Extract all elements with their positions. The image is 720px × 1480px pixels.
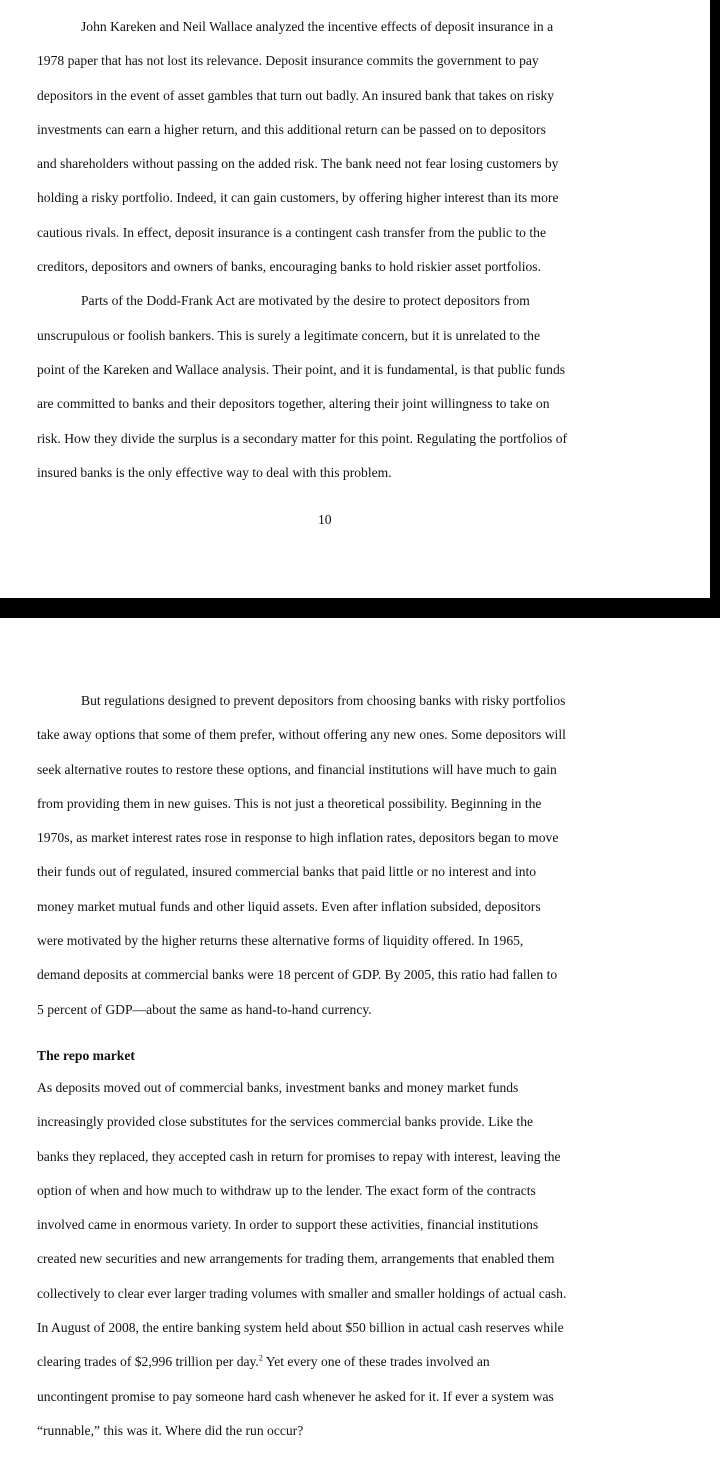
text-line: were motivated by the higher returns these alternative forms of liquidity offered. In 1965, [37, 933, 524, 949]
text-line: point of the Kareken and Wallace analysis. Their point, and it is fundamental, is that public funds [37, 361, 566, 377]
text-line: 5 percent of GDP—about the same as hand-to-hand currency. [37, 1001, 372, 1017]
text-line: But regulations designed to prevent depositors from choosing banks with risky portfolios [81, 693, 566, 708]
text-line: increasingly provided close substitutes for the services commercial banks provide. Like the [37, 1114, 534, 1130]
text-line: cautious rivals. In effect, deposit insurance is a contingent cash transfer from the public to the [37, 224, 546, 240]
text-line: are committed to banks and their depositors together, altering their joint willingness to take on [37, 396, 550, 412]
text-line: and shareholders without passing on the added risk. The bank need not fear losing customers by [37, 156, 559, 172]
text-line: take away options that some of them prefer, without offering any new ones. Some depositors will [37, 727, 566, 743]
footnote-reference[interactable]: 2 [258, 1353, 263, 1363]
text-line: option of when and how much to withdraw up to the lender. The exact form of the contracts [37, 1182, 536, 1198]
text-line: from providing them in new guises. This is not just a theoretical possibility. Beginning in the [37, 795, 542, 811]
text-line: 1978 paper that has not lost its relevance. Deposit insurance commits the government to pay [37, 53, 539, 69]
text-line: uncontingent promise to pay someone hard cash whenever he asked for it. If ever a system was [37, 1388, 554, 1404]
text-line: In August of 2008, the entire banking system held about $50 billion in actual cash reserves while [37, 1320, 564, 1336]
section-heading: The repo market [37, 1047, 135, 1063]
text-line: holding a risky portfolio. Indeed, it can gain customers, by offering higher interest than its more [37, 190, 559, 206]
text-line: creditors, depositors and owners of banks, encouraging banks to hold riskier asset portfolios. [37, 259, 541, 275]
text-line: seek alternative routes to restore these options, and financial institutions will have much to gain [37, 761, 557, 777]
text-segment: clearing trades of $2,996 trillion per day. [37, 1354, 259, 1370]
page-edge-shadow [710, 0, 720, 598]
document-page-11 [0, 618, 710, 1480]
text-line: unscrupulous or foolish bankers. This is surely a legitimate concern, but it is unrelated to the [37, 327, 540, 343]
text-line: Parts of the Dodd-Frank Act are motivated by the desire to protect depositors from [81, 293, 530, 309]
text-line-with-footnote [37, 1345, 702, 1379]
text-line: depositors in the event of asset gambles that turn out badly. An insured bank that takes on risky [37, 87, 555, 103]
text-line: investments can earn a higher return, and this additional return can be passed on to depositors [37, 121, 546, 137]
paragraph-dodd-frank [37, 284, 702, 490]
text-segment: Yet every one of these trades involved an [262, 1354, 490, 1370]
text-line: John Kareken and Neil Wallace analyzed the incentive effects of deposit insurance in a [81, 19, 554, 34]
text-line: “runnable,” this was it. Where did the run occur? [37, 1422, 304, 1438]
paragraph-kareken-wallace [37, 10, 702, 284]
text-line: collectively to clear ever larger trading volumes with smaller and smaller holdings of actual cash. [37, 1285, 567, 1301]
document-page-10 [0, 0, 710, 598]
text-line: their funds out of regulated, insured commercial banks that paid little or no interest and into [37, 864, 537, 880]
text-line: 1970s, as market interest rates rose in response to high inflation rates, depositors began to move [37, 830, 559, 846]
text-line: money market mutual funds and other liquid assets. Even after inflation subsided, depositors [37, 898, 541, 914]
page-separator [0, 598, 720, 618]
text-line: demand deposits at commercial banks were 18 percent of GDP. By 2005, this ratio had fallen to [37, 967, 558, 983]
text-line: risk. How they divide the surplus is a secondary matter for this point. Regulating the portfolios of [37, 430, 568, 446]
text-line: As deposits moved out of commercial banks, investment banks and money market funds [37, 1079, 519, 1095]
text-line: insured banks is the only effective way to deal with this problem. [37, 464, 392, 480]
page-number: 10 [318, 512, 332, 527]
text-line: created new securities and new arrangements for trading them, arrangements that enabled them [37, 1251, 555, 1267]
text-line: involved came in enormous variety. In order to support these activities, financial institutions [37, 1217, 539, 1233]
text-line: banks they replaced, they accepted cash in return for promises to repay with interest, leaving the [37, 1148, 561, 1164]
paragraph-regulations [37, 684, 702, 1027]
paragraph-repo-market [37, 1071, 702, 1448]
